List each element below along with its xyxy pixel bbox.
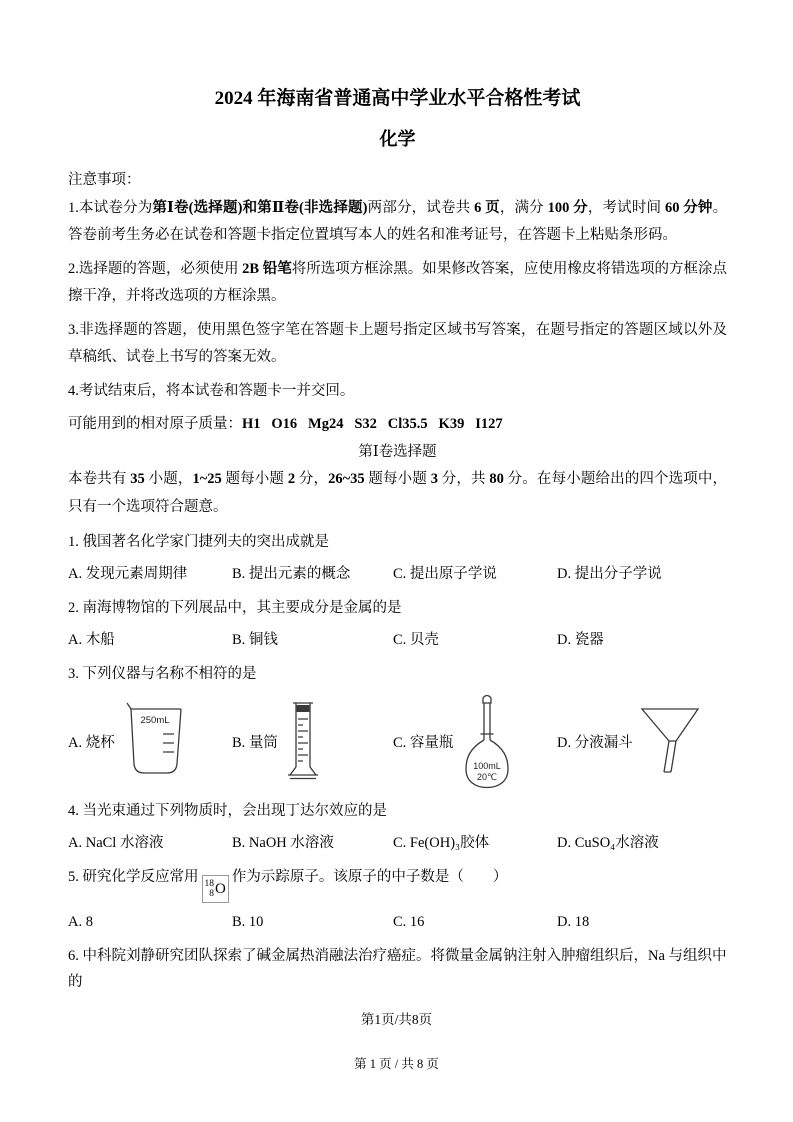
- question-3-option-b: [232, 699, 393, 783]
- question-3-option-a: [68, 702, 232, 780]
- question-1-option-c: C. 提出原子学说: [393, 566, 497, 582]
- question-2-option-a: A. 木船: [68, 632, 115, 648]
- section-heading: 第Ⅰ卷选择题: [358, 443, 437, 460]
- question-6-stem: 6. 中科院刘静研究团队探索了碱金属热消融法治疗癌症。将微量金属钠注射入肿瘤组织后，Na 与组织中的: [68, 948, 727, 990]
- notice-item-2: 2.选择题的答题，必须使用 2B 铅笔将所选项方框涂黑。如果修改答案，应使用橡皮将错选项的方框涂点擦干净，并将改选项的方框涂黑。: [68, 260, 728, 304]
- question-4-option-c: C. Fe(OH)₃胶体: [393, 835, 490, 851]
- question-5-option-b: B. 10: [232, 914, 264, 930]
- beaker-icon: [120, 702, 186, 780]
- question-3-option-d-label: D. 分液漏斗: [557, 734, 633, 751]
- notice-heading: 注意事项：: [68, 172, 141, 188]
- question-2-option-d: D. 瓷器: [557, 632, 604, 648]
- funnel-icon: [638, 701, 702, 781]
- question-5-stem-pre: 5. 研究化学反应常用: [68, 869, 199, 885]
- page-number-footer-outer: 第 1 页 / 共 8 页: [354, 1057, 439, 1071]
- isotope-mass-number: 18: [204, 879, 214, 889]
- flask-temperature-label: 20℃: [477, 772, 498, 782]
- question-1-options: [68, 561, 727, 587]
- question-4-stem: 4. 当光束通过下列物质时，会出现丁达尔效应的是: [68, 803, 387, 819]
- question-4-option-d: D. CuSO₄水溶液: [557, 835, 659, 851]
- question-5-option-c: C. 16: [393, 914, 425, 930]
- question-4-options: [68, 830, 727, 856]
- question-5-options: [68, 909, 727, 935]
- question-5-option-a: A. 8: [68, 914, 93, 930]
- beaker-capacity-label: 250mL: [140, 715, 170, 726]
- question-3-stem: 3. 下列仪器与名称不相符的是: [68, 666, 257, 682]
- isotope-numbers: [205, 879, 215, 899]
- isotope-atomic-number: 8: [209, 889, 214, 899]
- isotope-element-symbol: O: [215, 881, 226, 897]
- notice-item-1: 1.本试卷分为第Ⅰ卷(选择题)和第Ⅱ卷(非选择题)两部分，试卷共 6 页，满分 100 分，考试时间 60 分钟。答卷前考生务必在试卷和答题卡指定位置填写本人的姓名和准考证号，在答题卡上粘贴条形码。: [68, 199, 728, 243]
- exam-subject-title: 化学: [379, 129, 416, 149]
- question-3-option-c: [393, 692, 557, 790]
- question-1-option-d: D. 提出分子学说: [557, 566, 662, 582]
- question-2-options: [68, 627, 727, 653]
- page-number-footer-inner: 第1页/共8页: [360, 1012, 433, 1027]
- notice-item-4: 4.考试结束后，将本试卷和答题卡一并交回。: [68, 382, 355, 399]
- notice-item-3: 3.非选择题的答题，使用黑色签字笔在答题卡上题号指定区域书写答案，在题号指定的答题区域以外及草稿纸、试卷上书写的答案无效。: [68, 321, 727, 365]
- isotope-notation: [202, 875, 229, 903]
- question-1-option-b: B. 提出元素的概念: [232, 566, 351, 582]
- flask-volume-label: 100mL: [473, 761, 502, 771]
- question-3-option-b-label: B. 量筒: [232, 734, 278, 751]
- question-5-option-d: D. 18: [557, 914, 590, 930]
- question-4-option-a: A. NaCl 水溶液: [68, 835, 164, 851]
- question-2-stem: 2. 南海博物馆的下列展品中，其主要成分是金属的是: [68, 600, 402, 616]
- question-5-stem-post: 作为示踪原子。该原子的中子数是（ ）: [231, 869, 508, 885]
- question-3-option-d: [557, 701, 727, 781]
- question-3-option-a-label: A. 烧杯: [68, 734, 115, 751]
- question-1-stem: 1. 俄国著名化学家门捷列夫的突出成就是: [68, 534, 329, 550]
- atomic-masses-line: 可能用到的相对原子质量：H1 O16 Mg24 S32 Cl35.5 K39 I127: [68, 416, 503, 432]
- question-2-option-b: B. 铜钱: [232, 632, 278, 648]
- question-4-option-b: B. NaOH 水溶液: [232, 835, 334, 851]
- question-3-options: [68, 692, 727, 790]
- graduated-cylinder-icon: [283, 699, 323, 783]
- question-3-option-c-label: C. 容量瓶: [393, 734, 454, 751]
- exam-title: 2024 年海南省普通高中学业水平合格性考试: [214, 88, 581, 109]
- question-1-option-a: A. 发现元素周期律: [68, 566, 188, 582]
- volumetric-flask-icon: [458, 692, 516, 790]
- section-intro: 本卷共有 35 小题，1~25 题每小题 2 分，26~35 题每小题 3 分，共 80 分。在每小题给出的四个选项中，只有一个选项符合题意。: [68, 471, 728, 515]
- question-5-stem: [68, 864, 727, 903]
- question-2-option-c: C. 贝壳: [393, 632, 439, 648]
